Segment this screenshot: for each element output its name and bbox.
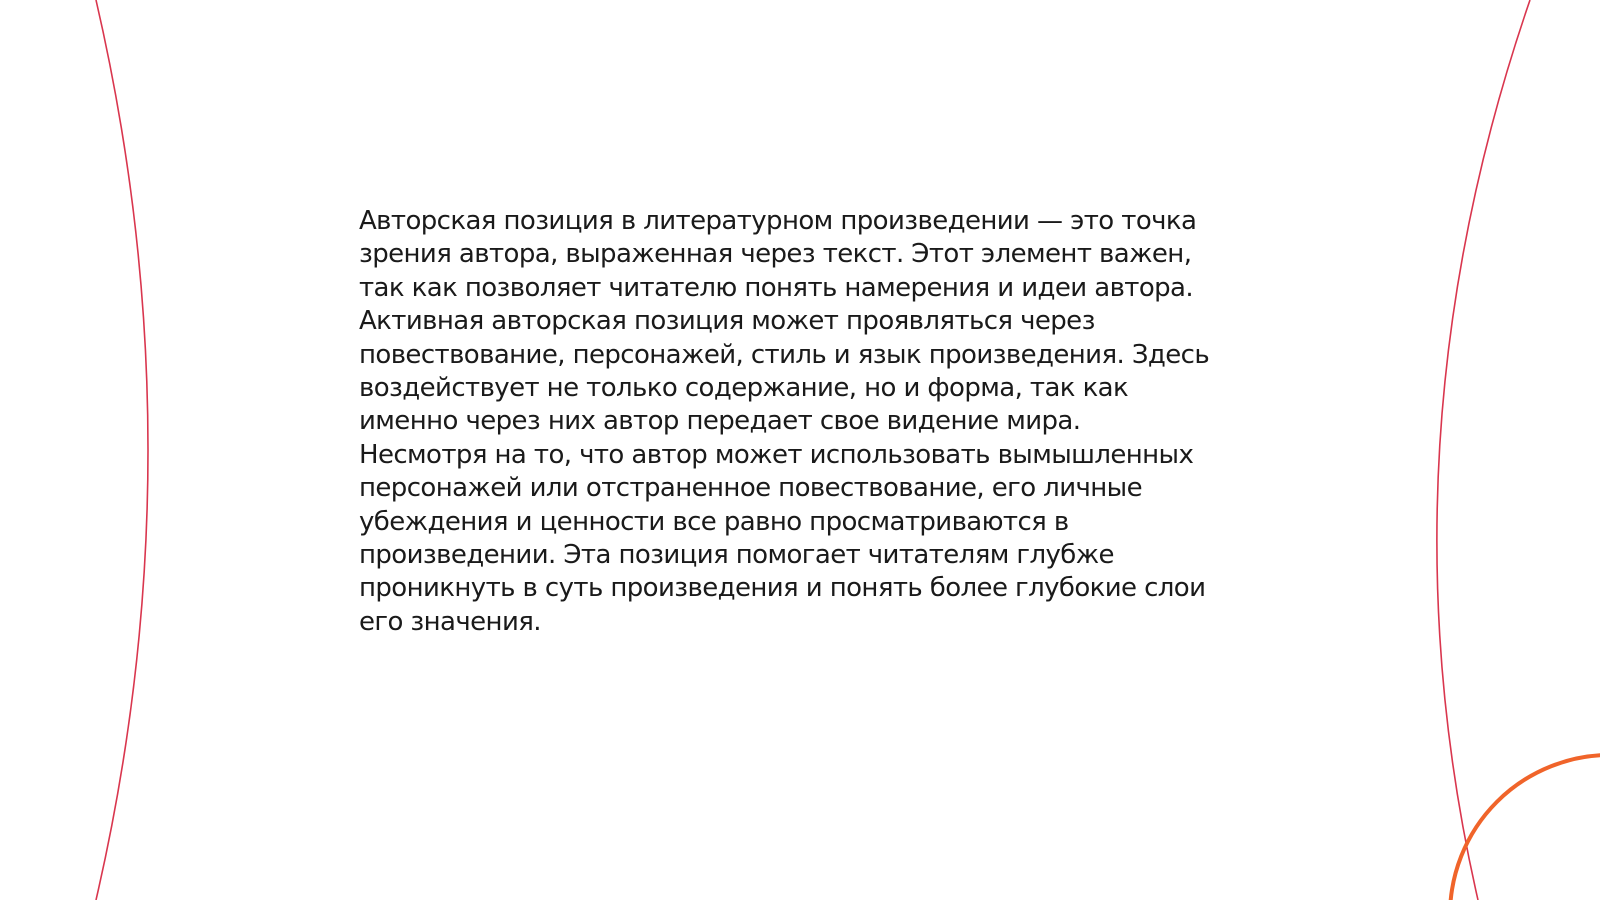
body-line: именно через них автор передает свое видение мира. <box>359 406 1081 437</box>
body-line: воздействует не только содержание, но и форма, так как <box>359 373 1129 404</box>
body-line: произведении. Эта позиция помогает читателям глубже <box>359 540 1114 571</box>
body-line: проникнуть в суть произведения и понять более глубокие слои <box>359 573 1206 604</box>
body-line: так как позволяет читателю понять намерения и идеи автора. <box>359 272 1194 303</box>
body-line: повествование, персонажей, стиль и язык произведения. Здесь <box>359 339 1210 370</box>
body-line: зрения автора, выраженная через текст. Этот элемент важен, <box>359 239 1192 270</box>
body-paragraph <box>359 205 1259 639</box>
body-line: персонажей или отстраненное повествование, его личные <box>359 473 1142 504</box>
body-line: его значения. <box>359 606 541 637</box>
body-line: Несмотря на то, что автор может использовать вымышленных <box>359 439 1194 470</box>
right-decorative-curve <box>1437 0 1530 900</box>
body-line: убеждения и ценности все равно просматриваются в <box>359 506 1069 537</box>
left-decorative-curve <box>96 0 148 900</box>
body-line: Активная авторская позиция может проявляться через <box>359 306 1095 337</box>
body-line: Авторская позиция в литературном произведении — это точка <box>359 206 1197 236</box>
